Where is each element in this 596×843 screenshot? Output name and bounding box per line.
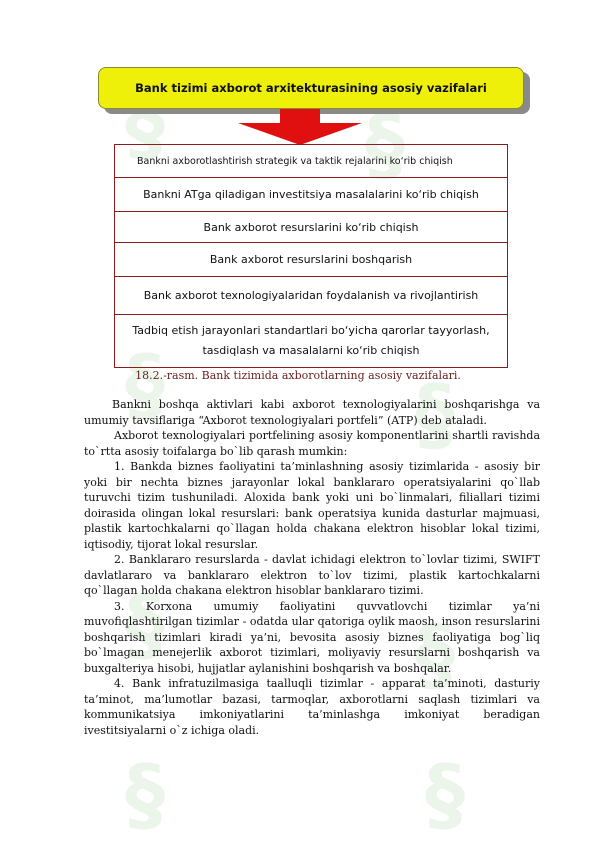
function-row: Bankni axborotlashtirish strategik va taktik rejalarini ko‘rib chiqish (115, 145, 507, 178)
paragraph: 1. Bankda biznes faoliyatini ta’minlashning asosiy tizimlarida - asosiy bir yoki bir nechta biznes jarayonlar lokal banklararo operatsiyalarini qo`llab turuvchi tizim tushuniladi. Aloxida bank yoki uni bo`linmalari, filiallari tizimi doirasida olingan lokal resurslari: bank operatsiya kunida dasturlar majmuasi, plastik kartochkalarni qo`llagan holda chakana elektron hisoblar lokal tizimi, iqtisodiy, tijorat lokal resurslar. (84, 460, 540, 551)
function-row: Bank axborot texnologiyalaridan foydalanish va rivojlantirish (115, 277, 507, 315)
figure-caption: 18.2.-rasm. Bank tizimida axborotlarning asosiy vazifalari. (135, 369, 461, 382)
watermark-mark: § (365, 98, 405, 191)
watermark-mark: § (125, 578, 165, 671)
watermark-mark: § (425, 748, 465, 841)
function-row: Bank axborot resurslarini ko‘rib chiqish (115, 212, 507, 243)
function-row: Bank axborot resurslarini boshqarish (115, 243, 507, 277)
paragraph: 3. Korxona umumiy faoliyatini quvvatlovchi tizimlar ya’ni muvofiqlashtirilgan tizimlar - odatda ular qatoriga oylik maosh, inson resurslarini boshqarish tizimlari kiradi ya’ni, bevosita asosiy biznes faoliyatiga bog`liq bo`lmagan menejerlik axborot tizimlari, moliyaviy resurslarni boshqarish va buxgalteriya hisobi, hujjatlar aylanishini boshqarish va boshqalar. (84, 599, 540, 675)
paragraph: 4. Bank infratuzilmasiga taalluqli tizimlar - apparat ta’minoti, dasturiy ta’minot, ma’lumotlar bazasi, tarmoqlar, axborotlarni saqlash tizimlari va kommunikatsiya imkoniyatlarini ta’minlashga imkoniyat beradigan ivestitsiyalarni o`z ichiga oladi. (84, 677, 540, 737)
watermark-mark: § (125, 748, 165, 841)
functions-list (114, 144, 508, 368)
function-row (115, 315, 507, 367)
functions-diagram (0, 0, 596, 390)
function-row: Bankni ATga qiladigan investitsiya masalalarini ko‘rib chiqish (115, 178, 507, 212)
diagram-title: Bank tizimi axborot arxitekturasining asosiy vazifalari (98, 67, 524, 109)
watermark-mark: § (415, 608, 455, 701)
function-row-line: Tadbiq etish jarayonlari standartlari bo‘yicha qarorlar tayyorlash, (132, 324, 490, 337)
watermark-mark: § (125, 338, 165, 431)
watermark-mark: § (415, 368, 455, 461)
paragraph: Bankni boshqa aktivlari kabi axborot texnologiyalarini boshqarishga va umumiy tavsiflariga “Axborot texnologiyalari portfeli” (ATP) deb ataladi. (84, 398, 540, 427)
paragraph: 2. Banklararo resurslarda - davlat ichidagi elektron to`lovlar tizimi, SWIFT davlatlararo va banklararo elektron to`lov tizimi, plastik kartochkalarni qo`llagan holda chakana elektron hisoblar banklararo tizimi. (84, 553, 540, 597)
body-text (84, 397, 540, 738)
paragraph: Axborot texnologiyalari portfelining asosiy komponentlarini shartli ravishda to`rtta asosiy toifalarga bo`lib qarash mumkin: (84, 429, 540, 458)
watermark-mark: § (125, 78, 165, 171)
function-row-line: tasdiqlash va masalalarni ko‘rib chiqish (202, 344, 420, 357)
down-arrow-icon (238, 109, 362, 145)
